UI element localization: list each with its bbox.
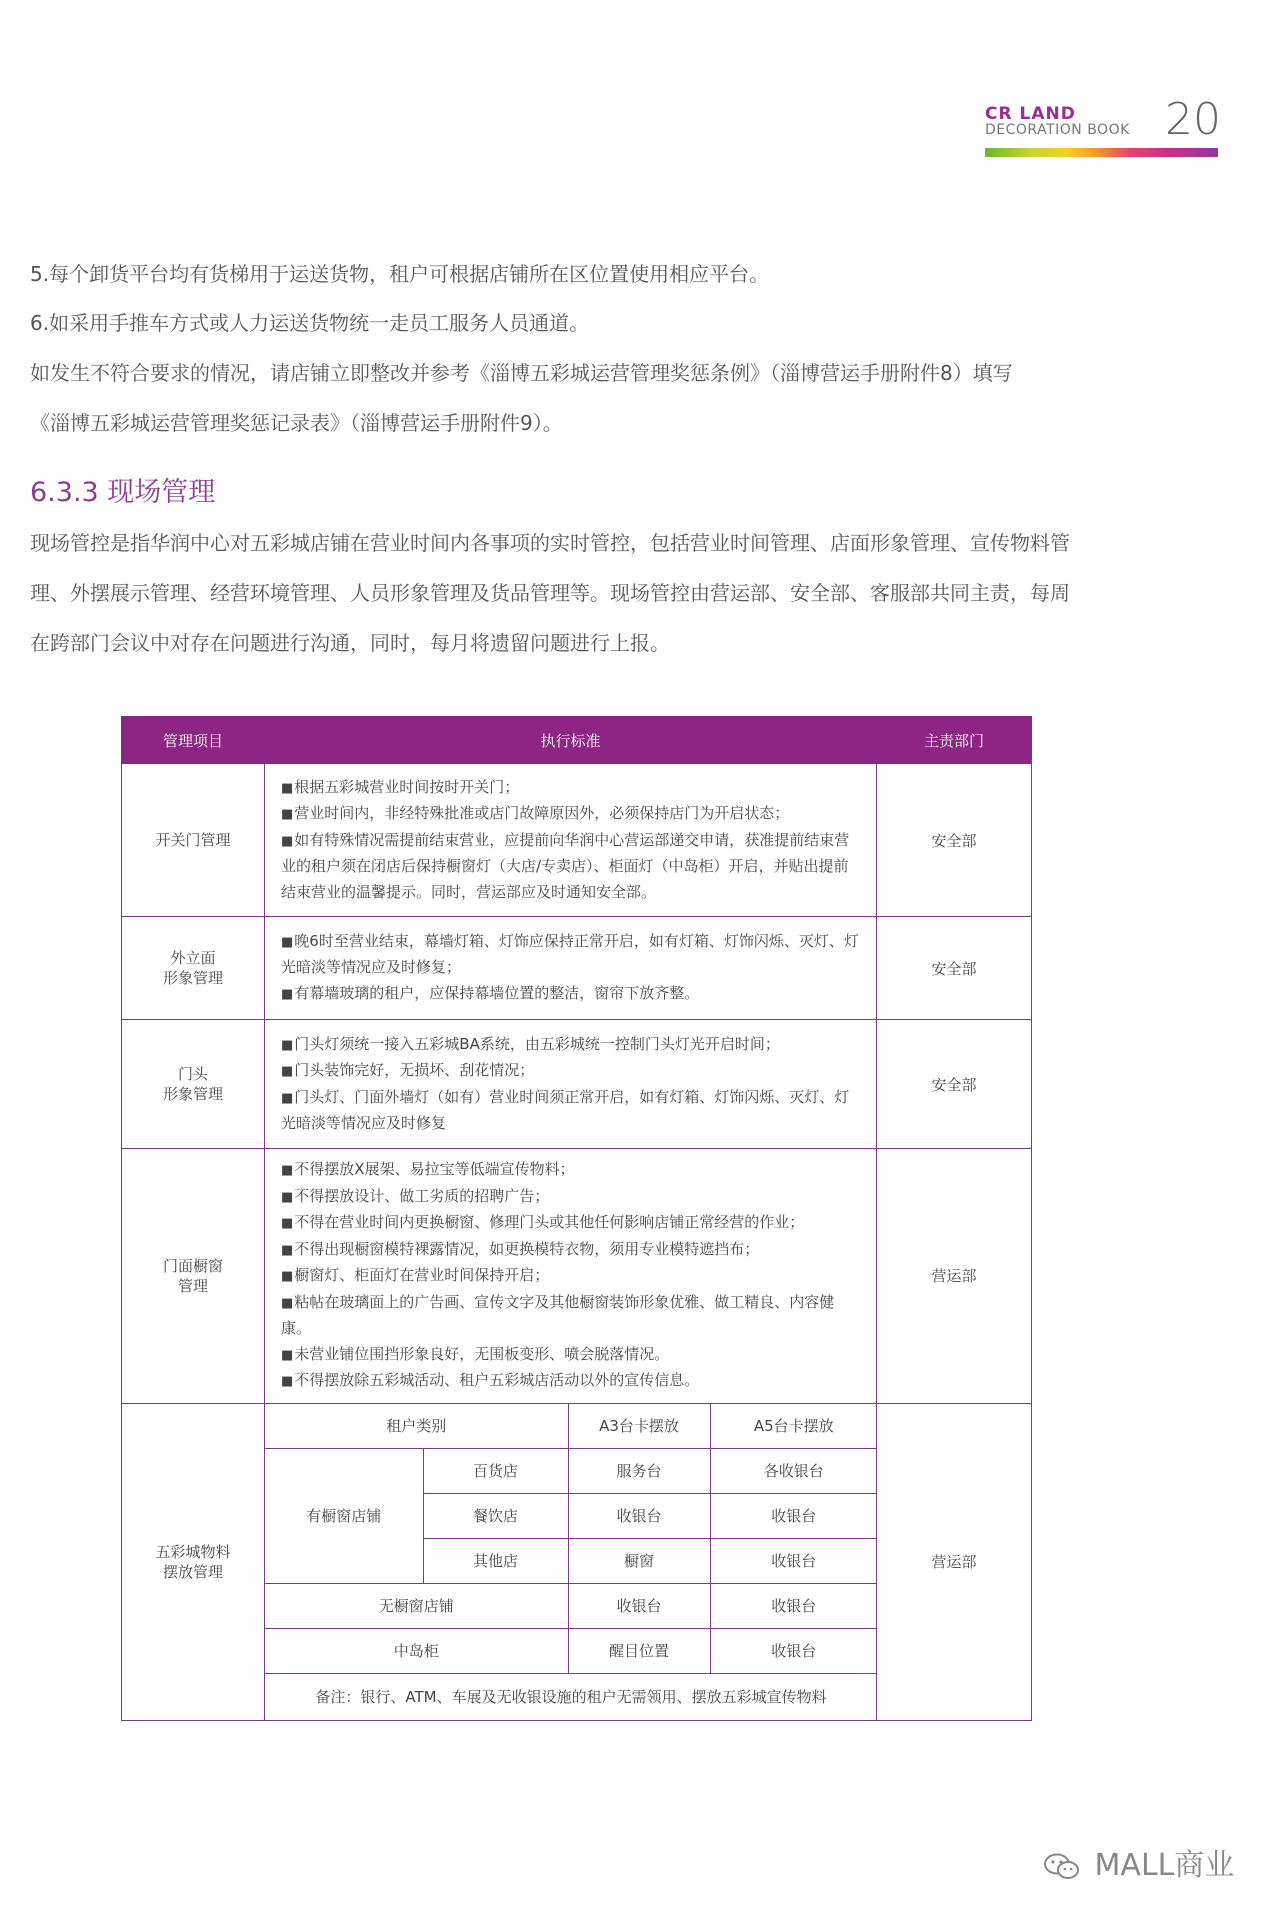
header-item: 管理项目 (122, 717, 265, 764)
row-item: 门面橱窗 管理 (122, 1149, 265, 1404)
page-header (985, 94, 1221, 158)
row-dept: 营运部 (877, 1149, 1032, 1404)
standard-text: ■ 不得摆放除五彩城活动、租户五彩城店活动以外的宣传信息。 (281, 1368, 862, 1395)
section-body-line: 理、外摆展示管理、经营环境管理、人员形象管理及货品管理等。现场管控由营运部、安全部、客服部共同主责，每周 (30, 581, 1070, 605)
a5-placement: 各收银台 (710, 1448, 877, 1493)
a3-placement: 醒目位置 (568, 1628, 710, 1673)
standard-text: ■ 门头灯、门面外墙灯（如有）营业时间须正常开启，如有灯箱、灯饰闪烁、灭灯、灯光暗淡等情况应及时修复 (281, 1085, 862, 1137)
row-dept: 安全部 (877, 917, 1032, 1020)
a3-placement: 收银台 (568, 1493, 710, 1538)
standard-text: ■ 有幕墙玻璃的租户，应保持幕墙位置的整洁，窗帘下放齐整。 (281, 981, 862, 1008)
standard-text: ■ 如有特殊情况需提前结束营业，应提前向华润中心营运部递交申请，获准提前结束营业的租户须在闭店后保持橱窗灯（大店/专卖店）、柜面灯（中岛柜）开启，并贴出提前结束营业的温馨提示。同时，营运部应及时通知安全部。 (281, 828, 862, 906)
a5-placement: 收银台 (710, 1628, 877, 1673)
standard-text: ■ 未营业铺位围挡形象良好，无围板变形、喷会脱落情况。 (281, 1342, 862, 1369)
row-item: 外立面 形象管理 (122, 917, 265, 1020)
subtable-note-row (265, 1673, 877, 1720)
watermark-text: MALL商业 (1094, 1848, 1235, 1883)
row-standards (265, 917, 877, 1020)
standard-text: ■ 门头装饰完好，无损坏、刮花情况； (281, 1058, 862, 1085)
standard-text: ■ 不得在营业时间内更换橱窗、修理门头或其他任何影响店铺正常经营的作业； (281, 1210, 862, 1237)
standard-text: ■ 橱窗灯、柜面灯在营业时间保持开启； (281, 1263, 862, 1290)
table-header-row (122, 717, 1032, 764)
management-table (121, 716, 1032, 1721)
subtable-row (265, 1448, 877, 1493)
tenant-type: 其他店 (423, 1538, 568, 1583)
standard-text: ■ 门头灯须统一接入五彩城BA系统，由五彩城统一控制门头灯光开启时间； (281, 1032, 862, 1059)
section-body-line: 在跨部门会议中对存在问题进行沟通，同时，每月将遗留问题进行上报。 (30, 631, 670, 655)
rainbow-bar (985, 148, 1218, 157)
section-title: 6.3.3 现场管理 (30, 477, 216, 508)
a5-placement: 收银台 (710, 1538, 877, 1583)
subtable-header: A5台卡摆放 (710, 1404, 877, 1449)
a3-placement: 收银台 (568, 1583, 710, 1628)
standard-text: ■ 不得摆放X展架、易拉宝等低端宣传物料； (281, 1157, 862, 1184)
standard-text: ■ 晚6时至营业结束，幕墙灯箱、灯饰应保持正常开启，如有灯箱、灯饰闪烁、灭灯、灯光暗淡等情况应及时修复； (281, 929, 862, 981)
subtable-header: 租户类别 (265, 1404, 568, 1449)
standard-text: ■ 不得出现橱窗模特裸露情况，如更换模特衣物，须用专业模特遮挡布； (281, 1237, 862, 1264)
tenant-type: 中岛柜 (265, 1628, 568, 1673)
tenant-type: 百货店 (423, 1448, 568, 1493)
materials-subtable (265, 1404, 877, 1720)
a3-placement: 橱窗 (568, 1538, 710, 1583)
wechat-icon (1043, 1852, 1081, 1882)
group-label: 有橱窗店铺 (265, 1448, 423, 1583)
standard-text: ■ 不得摆放设计、做工劣质的招聘广告； (281, 1184, 862, 1211)
standard-text: ■ 粘帖在玻璃面上的广告画、宣传文字及其他橱窗装饰形象优雅、做工精良、内容健康。 (281, 1290, 862, 1342)
tenant-type: 餐饮店 (423, 1493, 568, 1538)
a5-placement: 收银台 (710, 1493, 877, 1538)
table-row (122, 764, 1032, 917)
intro-line: 5.每个卸货平台均有货梯用于运送货物，租户可根据店铺所在区位置使用相应平台。 (30, 262, 770, 286)
intro-line: 如发生不符合要求的情况，请店铺立即整改并参考《淄博五彩城运营管理奖惩条例》（淄博营运手册附件8）填写 (30, 361, 1013, 385)
row-dept: 安全部 (877, 764, 1032, 917)
header-standard: 执行标准 (265, 717, 877, 764)
standard-text: ■ 根据五彩城营业时间按时开关门； (281, 775, 862, 802)
table-row (122, 917, 1032, 1020)
subtable-row (265, 1583, 877, 1628)
intro-line: 6.如采用手推车方式或人力运送货物统一走员工服务人员通道。 (30, 311, 590, 335)
row-standards (265, 1149, 877, 1404)
row-item: 开关门管理 (122, 764, 265, 917)
materials-note: 备注：银行、ATM、车展及无收银设施的租户无需领用、摆放五彩城宣传物料 (265, 1673, 877, 1720)
table-row (122, 1020, 1032, 1149)
standard-text: ■ 营业时间内，非经特殊批准或店门故障原因外，必须保持店门为开启状态； (281, 801, 862, 828)
a3-placement: 服务台 (568, 1448, 710, 1493)
row-standards (265, 1020, 877, 1149)
subtable-header: A3台卡摆放 (568, 1404, 710, 1449)
page-number: 20 (1165, 94, 1221, 145)
table-row (122, 1403, 1032, 1720)
materials-subtable-cell (265, 1403, 877, 1720)
header-dept: 主责部门 (877, 717, 1032, 764)
table-row (122, 1149, 1032, 1404)
a5-placement: 收银台 (710, 1583, 877, 1628)
row-item: 门头 形象管理 (122, 1020, 265, 1149)
row-dept: 营运部 (877, 1403, 1032, 1720)
row-dept: 安全部 (877, 1020, 1032, 1149)
intro-line: 《淄博五彩城运营管理奖惩记录表》（淄博营运手册附件9）。 (30, 411, 563, 435)
watermark (1043, 1840, 1234, 1884)
subtable-row (265, 1628, 877, 1673)
row-standards (265, 764, 877, 917)
brand-title: CR LAND (985, 104, 1076, 124)
tenant-type: 无橱窗店铺 (265, 1583, 568, 1628)
row-item: 五彩城物料 摆放管理 (122, 1403, 265, 1720)
brand-subtitle: DECORATION BOOK (985, 122, 1130, 138)
subtable-header-row (265, 1404, 877, 1449)
section-body-line: 现场管控是指华润中心对五彩城店铺在营业时间内各事项的实时管控，包括营业时间管理、店面形象管理、宣传物料管 (30, 531, 1070, 555)
